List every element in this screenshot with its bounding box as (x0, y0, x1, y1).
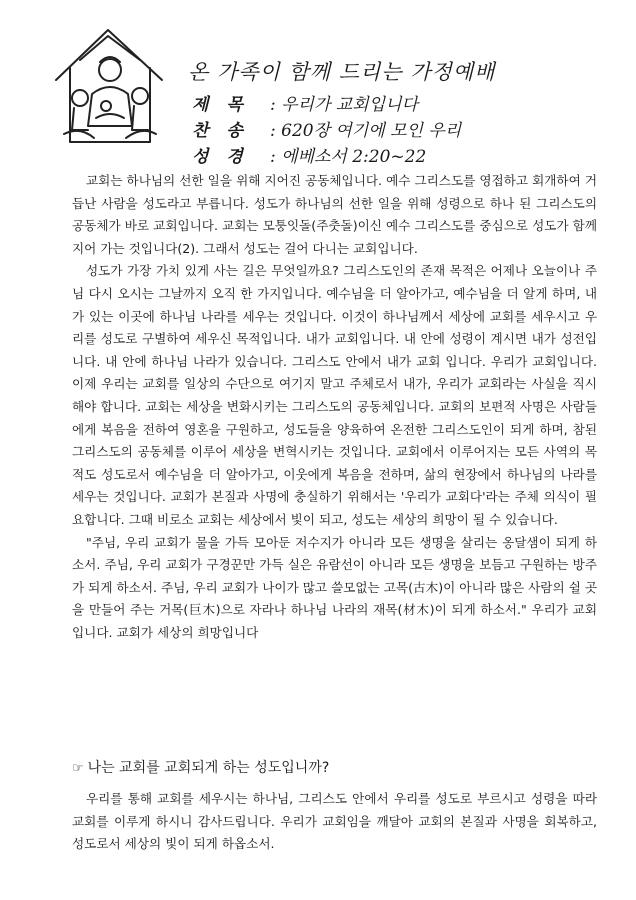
worship-meta (192, 92, 612, 170)
body-paragraph-2: 성도가 가장 가치 있게 사는 길은 무엇일까요? 그리스도인의 존재 목적은 어제나 오늘이나 주님 다시 오시는 그날까지 오직 한 가지입니다. 예수님을 더 알아가고, 예수님을 더 알게 하며, 내가 있는 이곳에 하나님 나라를 세우는 것입니다. 이것이 하나님께서 세상에 교회를 세우시고 우리를 성도로 구별하여 세우신 목적입니다. 내가 교회입니다. 내 안에 성령이 계시면 내가 성전입니다. 내 안에 하나님 나라가 있습니다. 그리스도 안에서 내가 교회 입니다. 우리가 교회입니다. 이제 우리는 교회를 일상의 수단으로 여기지 말고 주체로서 내가, 우리가 교회라는 사실을 직시해야 합니다. 교회는 세상을 변화시키는 그리스도의 공동체입니다. 교회의 보편적 사명은 사람들에게 복음을 전하여 영혼을 구원하고, 성도들을 양육하여 온전한 그리스도인이 되게 하며, 참된 그리스도의 공동체를 이루어 세상을 변혁시키는 것입니다. 교회에서 이루어지는 모든 사역의 목적도 성도로서 예수님을 더 알아가고, 이웃에게 복음을 전하며, 삶의 현장에서 하나님의 나라를 세우는 것입니다. 교회가 본질과 사명에 충실하기 위해서는 '우리가 교회다'라는 주체 의식이 필요합니다. 그때 비로소 교회는 세상에서 빛이 되고, 성도는 세상의 희망이 될 수 있습니다. (72, 263, 597, 527)
header (0, 0, 636, 170)
meta-hymn-value: : 620장 여기에 모인 우리 (270, 121, 462, 141)
meta-topic (192, 92, 612, 118)
meta-hymn (192, 118, 612, 144)
prayer-text: 우리를 통해 교회를 세우시는 하나님, 그리스도 안에서 우리를 성도로 부르시고 성령을 따라 교회를 이루게 하시니 감사드립니다. 우리가 교회임을 깨달아 교회의 본질과 사명을 회복하고, 성도로서 세상의 빛이 되게 하옵소서. (72, 791, 597, 852)
meta-topic-value: : 우리가 교회입니다 (270, 95, 418, 115)
sermon-body (72, 170, 597, 644)
body-paragraph-3: "주님, 우리 교회가 물을 가득 모아둔 저수지가 아니라 모든 생명을 살리는 옹달샘이 되게 하소서. 주님, 우리 교회가 구경꾼만 가득 실은 유람선이 아니라 모든 생명을 보듬고 구원하는 방주가 되게 하소서. 주님, 우리 교회가 나이가 많고 쓸모없는 고목(古木)이 아니라 많은 사람의 쉴 곳을 만들어 주는 거목(巨木)으로 자라나 하나님 나라의 재목(材木)이 되게 하소서." 우리가 교회입니다. 교회가 세상의 희망입니다 (72, 534, 597, 640)
reflection-question (72, 757, 597, 780)
body-paragraph-1: 교회는 하나님의 선한 일을 위해 지어진 공동체입니다. 예수 그리스도를 영접하고 회개하여 거듭난 사람을 성도라고 부릅니다. 성도가 하나님의 선한 일을 위해 성령으로 하나 된 그리스도의 공동체가 바로 교회입니다. 교회는 모퉁잇돌(주춧돌)이신 예수 그리스도를 중심으로 성도가 함께 지어 가는 것입니다(2). 그래서 성도는 걸어 다니는 교회입니다. (72, 173, 597, 256)
meta-hymn-label: 찬 송 (192, 121, 249, 141)
question-text: 나는 교회를 교회되게 하는 성도입니까? (87, 760, 330, 776)
family-house-icon (50, 22, 170, 152)
meta-topic-label: 제 목 (192, 95, 249, 115)
meta-scripture-value: : 에베소서 2:20~22 (270, 147, 427, 167)
page-title: 온 가족이 함께 드리는 가정예배 (188, 60, 496, 84)
closing-prayer (72, 788, 597, 856)
meta-scripture (192, 144, 612, 170)
meta-scripture-label: 성 경 (192, 147, 249, 167)
pointing-hand-icon: ☞ (72, 761, 84, 776)
